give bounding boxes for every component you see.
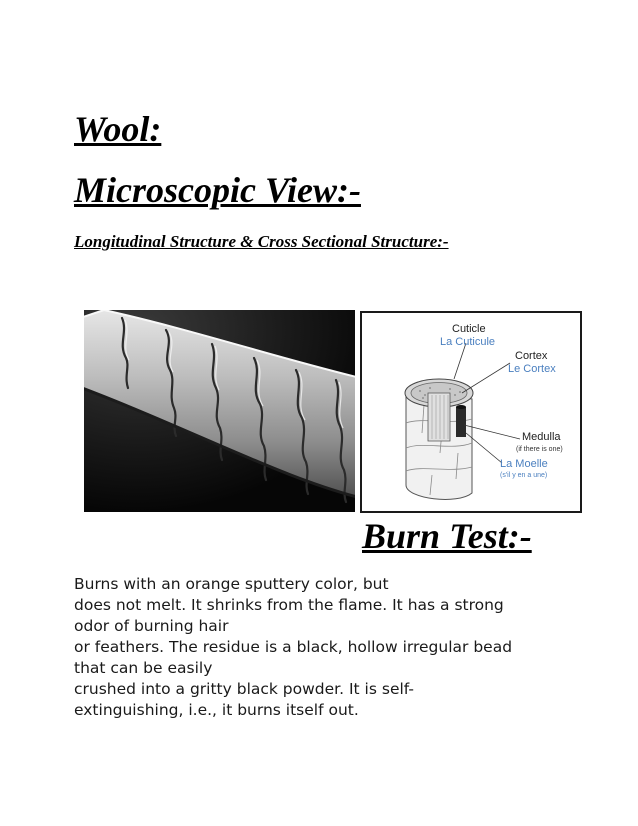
label-le-cortex: Le Cortex bbox=[508, 363, 556, 375]
burn-test-line: does not melt. It shrinks from the flame. It has a strong bbox=[74, 596, 504, 614]
label-cortex: Cortex bbox=[515, 350, 548, 362]
label-la-moelle: La Moelle bbox=[500, 458, 548, 470]
subtitle-structure: Longitudinal Structure & Cross Sectional Structure:- bbox=[74, 232, 449, 251]
title-microscopic-view: Microscopic View:- bbox=[74, 170, 361, 210]
burn-test-line: crushed into a gritty black powder. It is self- bbox=[74, 680, 414, 698]
wool-fiber-micrograph-graphic bbox=[84, 310, 355, 512]
burn-test-line: that can be easily bbox=[74, 659, 213, 677]
label-medulla: Medulla bbox=[522, 431, 561, 443]
burn-test-line: Burns with an orange sputtery color, but bbox=[74, 575, 389, 593]
burn-test-line: odor of burning hair bbox=[74, 617, 229, 635]
cross-section-diagram bbox=[360, 311, 582, 513]
burn-test-description bbox=[74, 574, 574, 721]
label-moelle-note: (s'il y en a une) bbox=[500, 472, 548, 479]
label-medulla-note: (if there is one) bbox=[516, 446, 563, 453]
burn-test-line: or feathers. The residue is a black, hollow irregular bead bbox=[74, 638, 513, 656]
label-la-cuticule: La Cuticule bbox=[440, 336, 496, 348]
title-burn-test: Burn Test:- bbox=[362, 516, 532, 556]
title-wool: Wool: bbox=[74, 109, 162, 149]
label-cuticle: Cuticle bbox=[452, 323, 486, 335]
burn-test-line: extinguishing, i.e., it burns itself out. bbox=[74, 701, 359, 719]
wool-fiber-micrograph bbox=[84, 310, 355, 512]
